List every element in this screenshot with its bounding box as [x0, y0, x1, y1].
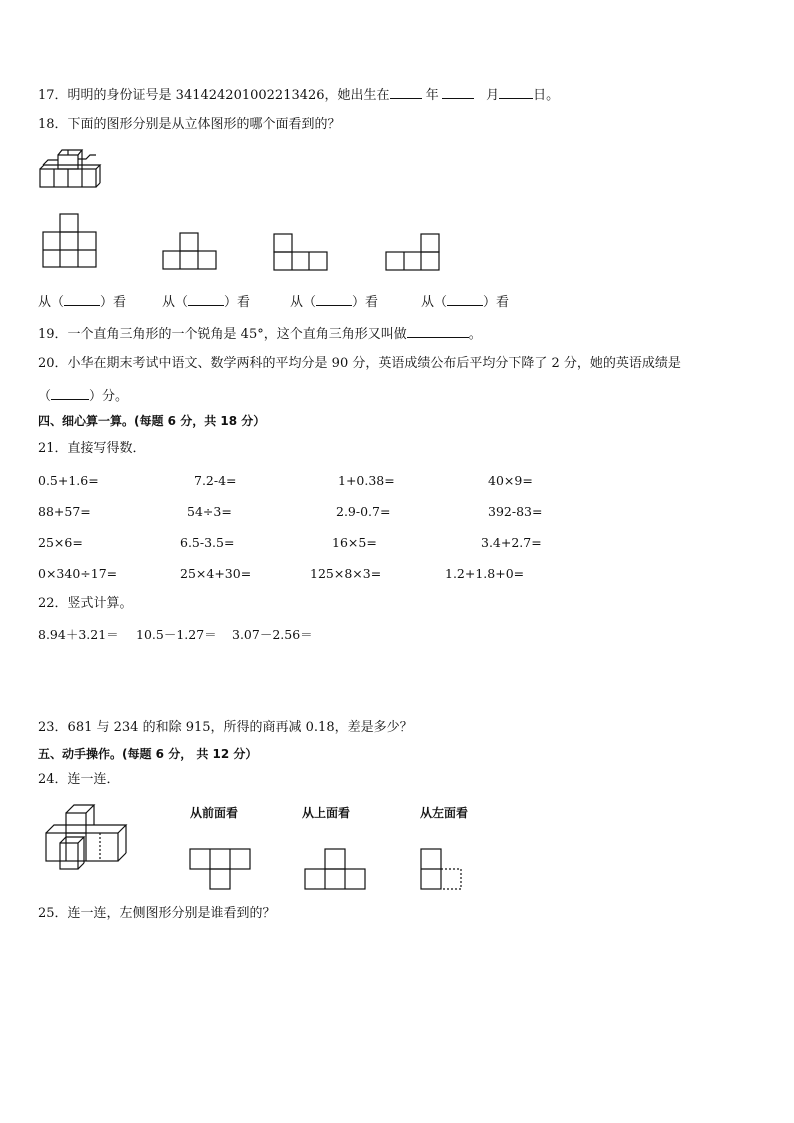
- calc-item: 7.2-4=: [194, 473, 237, 488]
- calc-item: 2.9-0.7=: [336, 504, 391, 519]
- q17-day: 日。: [533, 88, 560, 103]
- q24-view-top: [304, 848, 366, 890]
- calc-item: 1.2+1.8+0=: [445, 566, 525, 581]
- q18-answer-3: 从（ ）看: [290, 292, 378, 311]
- q17-text: 17．明明的身份证号是 341424201002213426，她出生在: [38, 88, 390, 103]
- label-left-view: 从左面看: [420, 806, 469, 820]
- calc-item: 25×4+30=: [180, 566, 252, 581]
- q18-answer-2: 从（ ）看: [162, 292, 250, 311]
- calc-item: 88+57=: [38, 504, 91, 519]
- vertical-calc-item: 8.94＋3.21＝: [38, 627, 119, 642]
- calc-item: 125×8×3=: [310, 566, 382, 581]
- q18-blank-3[interactable]: [316, 292, 352, 306]
- q18-answer-1: 从（ ）看: [38, 292, 126, 311]
- month-blank[interactable]: [442, 85, 474, 99]
- calc-item: 3.4+2.7=: [481, 535, 542, 550]
- section-4-title: 四、细心算一算。(每题 6 分，共 18 分）: [38, 414, 266, 428]
- question-18: 18．下面的图形分别是从立体图形的哪个面看到的？: [38, 117, 341, 132]
- section-5-title: 五、动手操作。(每题 6 分， 共 12 分）: [38, 747, 258, 761]
- q18-answer-4: 从（ ）看: [421, 292, 509, 311]
- calc-item: 392-83=: [488, 504, 543, 519]
- question-25: 25．连一连，左侧图形分别是谁看到的？: [38, 906, 276, 921]
- q18-blank-2[interactable]: [188, 292, 224, 306]
- label-front-view: 从前面看: [190, 806, 239, 820]
- question-19: 19．一个直角三角形的一个锐角是 45°，这个直角三角形又叫做 。: [38, 324, 482, 343]
- question-23: 23．681 与 234 的和除 915，所得的商再减 0.18，差是多少？: [38, 720, 413, 735]
- year-blank[interactable]: [390, 85, 422, 99]
- calc-item: 6.5-3.5=: [180, 535, 235, 550]
- calc-item: 1+0.38=: [338, 473, 395, 488]
- q24-solid-figure: [44, 803, 136, 875]
- q20-blank[interactable]: [51, 386, 89, 400]
- q18-view-3: [273, 233, 329, 271]
- q18-blank-4[interactable]: [447, 292, 483, 306]
- q19-blank[interactable]: [407, 324, 469, 338]
- calc-item: 16×5=: [332, 535, 377, 550]
- q24-view-front: [189, 848, 251, 890]
- q24-view-left: [420, 848, 464, 890]
- question-21: 21．直接写得数．: [38, 441, 146, 456]
- calc-item: 25×6=: [38, 535, 83, 550]
- question-22: 22．竖式计算。: [38, 596, 133, 611]
- vertical-calc-item: 10.5－1.27＝: [136, 627, 217, 642]
- q18-view-2: [162, 232, 218, 270]
- calc-item: 0×340÷17=: [38, 566, 118, 581]
- label-top-view: 从上面看: [302, 806, 351, 820]
- q17-month: 月: [486, 88, 500, 103]
- q17-year: 年: [425, 88, 439, 103]
- calc-item: 54÷3=: [187, 504, 232, 519]
- calc-item: 40×9=: [488, 473, 533, 488]
- calc-item: 0.5+1.6=: [38, 473, 99, 488]
- question-20: 20．小华在期末考试中语文、数学两科的平均分是 90 分，英语成绩公布后平均分下降了 2 分，她的英语成绩是: [38, 356, 681, 371]
- question-24: 24．连一连．: [38, 772, 120, 787]
- question-17: [38, 85, 559, 104]
- question-20-answer: （ ）分。: [38, 386, 128, 405]
- vertical-calc-item: 3.07－2.56＝: [232, 627, 313, 642]
- q18-solid-figure: [38, 145, 108, 190]
- q18-blank-1[interactable]: [64, 292, 100, 306]
- q18-view-4: [385, 233, 441, 271]
- q18-view-1: [42, 213, 98, 269]
- day-blank[interactable]: [499, 85, 533, 99]
